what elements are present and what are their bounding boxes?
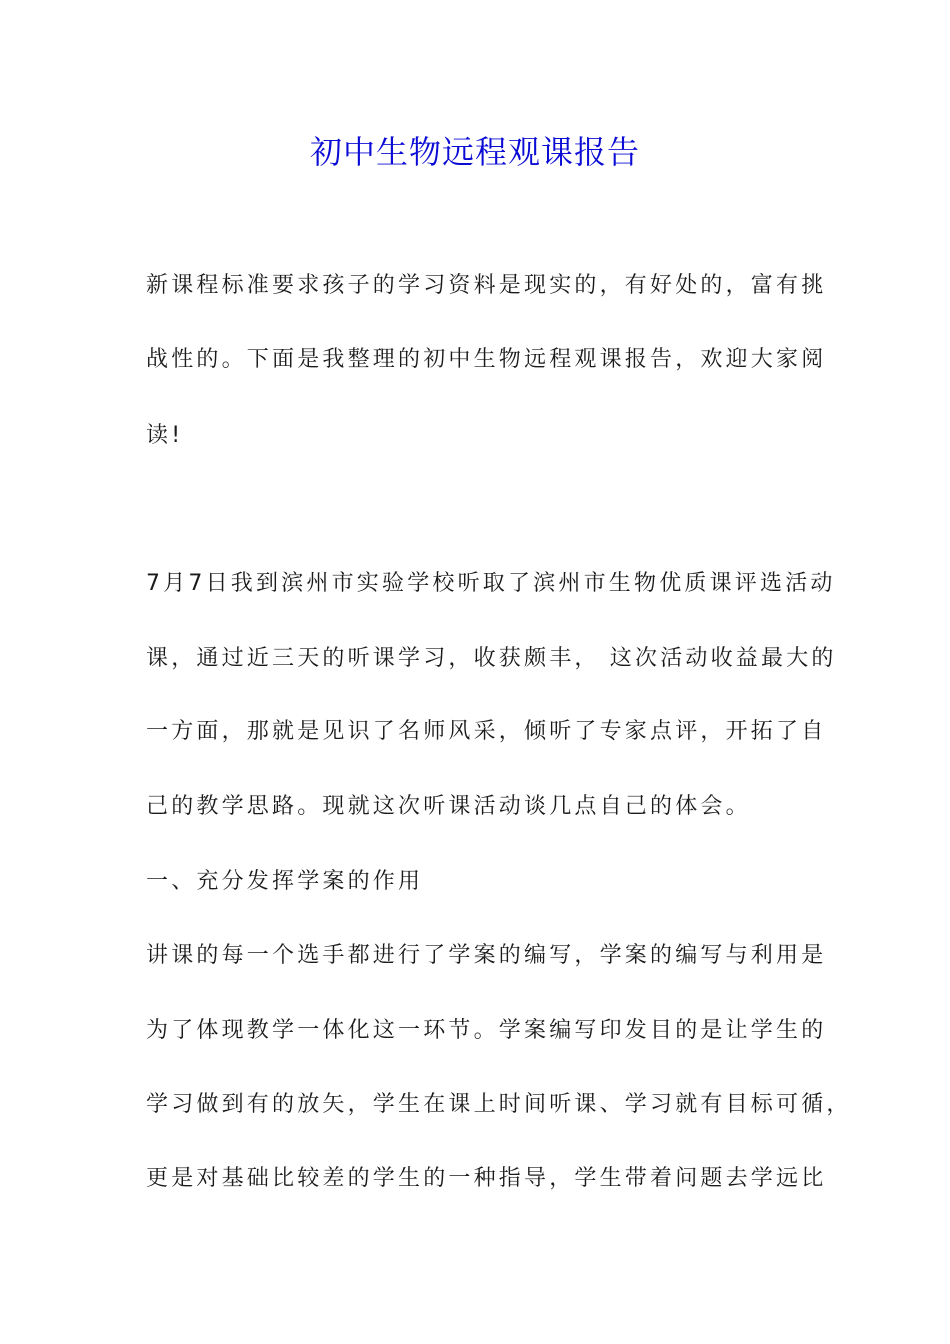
paragraph-line: 读!	[146, 423, 184, 448]
document-title: 初中生物远程观课报告	[309, 133, 640, 171]
paragraph-line: 新课程标准要求孩子的学习资料是现实的，有好处的，富有挑	[146, 273, 827, 298]
paragraph-line: 课，通过近三天的听课学习，收获颇丰， 这次活动收益最大的	[146, 646, 837, 671]
paragraph-line: 7月7日我到滨州市实验学校听取了滨州市生物优质课评选活动	[146, 571, 836, 596]
paragraph-line: 己的教学思路。现就这次听课活动谈几点自己的体会。	[146, 794, 751, 819]
paragraph-line: 为了体现教学一体化这一环节。学案编写印发目的是让学生的	[146, 1018, 827, 1043]
paragraph-line: 更是对基础比较差的学生的一种指导，学生带着问题去学远比	[146, 1166, 827, 1191]
paragraph-line: 一方面，那就是见识了名师风采，倾听了专家点评，开拓了自	[146, 719, 827, 744]
paragraph-line: 战性的。下面是我整理的初中生物远程观课报告，欢迎大家阅	[146, 347, 827, 372]
paragraph-line: 学习做到有的放矢，学生在课上时间听课、学习就有目标可循，	[146, 1092, 852, 1117]
section-heading: 一、充分发挥学案的作用	[146, 869, 424, 894]
paragraph-line: 讲课的每一个选手都进行了学案的编写，学案的编写与利用是	[146, 943, 827, 968]
